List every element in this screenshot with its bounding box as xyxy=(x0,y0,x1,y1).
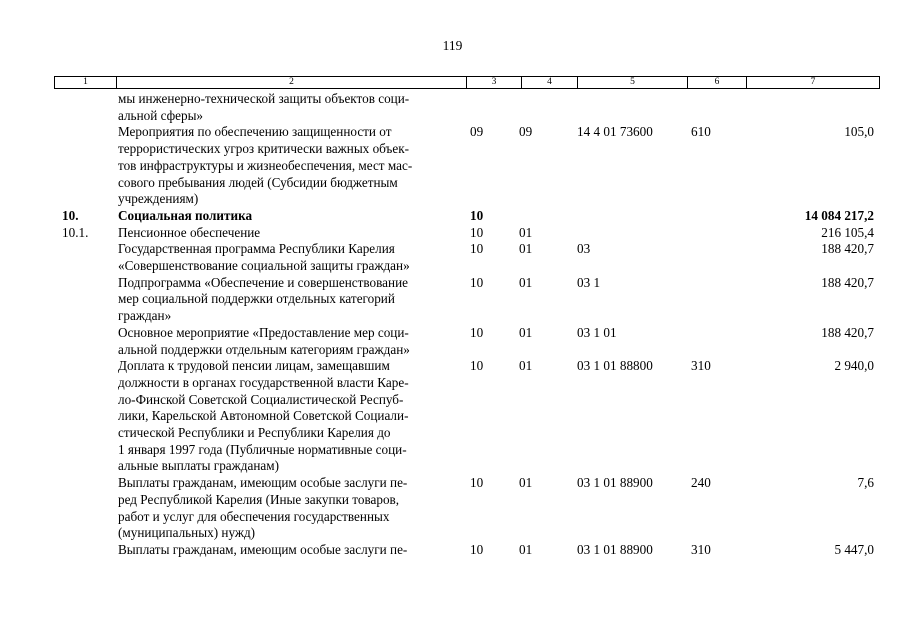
description-line: Основное мероприятие «Предоставление мер соци- xyxy=(118,324,409,340)
description-line: лики, Карельской Автономной Советской Социали- xyxy=(118,408,409,424)
target-article-code: 03 xyxy=(577,241,591,257)
description-line: Выплаты гражданам, имеющим особые заслуги пе- xyxy=(118,541,408,557)
description-line: Государственная программа Республики Карелия xyxy=(118,241,395,257)
description-line: ред Республикой Карелия (Иные закупки товаров, xyxy=(118,491,400,507)
expense-type-code: 310 xyxy=(691,358,711,374)
row-description xyxy=(118,241,462,274)
table-row xyxy=(54,225,880,242)
row-description xyxy=(118,475,462,542)
subsection-code: 09 xyxy=(519,124,533,140)
header-col-5: 5 xyxy=(577,77,687,88)
amount: 188 420,7 xyxy=(821,241,874,257)
description-line: альной сферы» xyxy=(118,107,204,123)
expense-type-code: 310 xyxy=(691,541,711,557)
row-description xyxy=(118,124,462,208)
subsection-code: 01 xyxy=(519,324,533,340)
subsection-code: 01 xyxy=(519,274,533,290)
row-description xyxy=(118,275,462,325)
header-col-1: 1 xyxy=(54,77,116,88)
expense-type-code: 240 xyxy=(691,475,711,491)
amount: 216 105,4 xyxy=(821,224,874,240)
header-col-6: 6 xyxy=(687,77,746,88)
header-col-7: 7 xyxy=(746,77,880,88)
description-line: альные выплаты гражданам) xyxy=(118,458,279,474)
target-article-code: 03 1 01 88900 xyxy=(577,541,653,557)
description-line: альной поддержки отдельным категориям граждан» xyxy=(118,341,410,357)
table-body xyxy=(54,91,880,559)
section-code: 10 xyxy=(470,274,484,290)
table-row xyxy=(54,358,880,475)
description-line: учреждениям) xyxy=(118,191,199,207)
description-line: Выплаты гражданам, имеющим особые заслуги пе- xyxy=(118,475,408,491)
section-code: 09 xyxy=(470,124,484,140)
subsection-code: 01 xyxy=(519,241,533,257)
table-row xyxy=(54,241,880,274)
row-description xyxy=(118,225,462,242)
header-col-4: 4 xyxy=(521,77,577,88)
description-line: 1 января 1997 года (Публичные нормативные соци- xyxy=(118,441,407,457)
target-article-code: 03 1 01 xyxy=(577,324,617,340)
row-description xyxy=(118,325,462,358)
section-code: 10 xyxy=(470,541,484,557)
row-number: 10.1. xyxy=(62,224,89,240)
description-line: Подпрограмма «Обеспечение и совершенствование xyxy=(118,274,409,290)
description-line: «Совершенствование социальной защиты граждан» xyxy=(118,258,410,274)
description-line: мы инженерно-технической защиты объектов соци- xyxy=(118,91,410,106)
table-row xyxy=(54,275,880,325)
row-number: 10. xyxy=(62,207,79,223)
amount: 105,0 xyxy=(844,124,874,140)
section-code: 10 xyxy=(470,241,484,257)
description-line: Пенсионное обеспечение xyxy=(118,224,261,240)
table-row xyxy=(54,124,880,208)
table-header xyxy=(54,76,880,89)
section-code: 10 xyxy=(470,324,484,340)
subsection-code: 01 xyxy=(519,224,533,240)
description-line: тов инфраструктуры и жизнеобеспечения, мест мас- xyxy=(118,157,413,173)
expense-type-code: 610 xyxy=(691,124,711,140)
description-line: работ и услуг для обеспечения государственных xyxy=(118,508,390,524)
description-line: Мероприятия по обеспечению защищенности от xyxy=(118,124,392,140)
amount: 188 420,7 xyxy=(821,324,874,340)
row-description xyxy=(118,208,462,225)
table-row xyxy=(54,325,880,358)
section-code: 10 xyxy=(470,207,484,223)
row-description xyxy=(118,358,462,475)
description-line: должности в органах государственной власти Каре- xyxy=(118,374,409,390)
description-line: сового пребывания людей (Субсидии бюджетным xyxy=(118,174,398,190)
subsection-code: 01 xyxy=(519,358,533,374)
target-article-code: 14 4 01 73600 xyxy=(577,124,653,140)
amount: 14 084 217,2 xyxy=(804,207,874,223)
section-code: 10 xyxy=(470,475,484,491)
table-row xyxy=(54,91,880,124)
amount: 2 940,0 xyxy=(834,358,874,374)
description-line: мер социальной поддержки отдельных категорий xyxy=(118,291,395,307)
header-col-2: 2 xyxy=(116,77,466,88)
row-description xyxy=(118,91,462,124)
description-line: Социальная политика xyxy=(118,207,253,223)
row-description xyxy=(118,542,462,559)
description-line: ло-Финской Советской Социалистической Респуб- xyxy=(118,391,404,407)
description-line: террористических угроз критически важных объек- xyxy=(118,141,410,157)
description-line: (муниципальных) нужд) xyxy=(118,525,256,541)
description-line: стической Республики и Республики Карелия до xyxy=(118,425,391,441)
section-code: 10 xyxy=(470,224,484,240)
subsection-code: 01 xyxy=(519,475,533,491)
description-line: граждан» xyxy=(118,308,172,324)
header-col-3: 3 xyxy=(466,77,521,88)
table-row xyxy=(54,208,880,225)
target-article-code: 03 1 01 88900 xyxy=(577,475,653,491)
page-number: 119 xyxy=(442,38,463,53)
target-article-code: 03 1 01 88800 xyxy=(577,358,653,374)
target-article-code: 03 1 xyxy=(577,274,601,290)
table-row xyxy=(54,542,880,559)
description-line: Доплата к трудовой пенсии лицам, замещавшим xyxy=(118,358,390,374)
table-row xyxy=(54,475,880,542)
amount: 7,6 xyxy=(857,475,874,491)
amount: 188 420,7 xyxy=(821,274,874,290)
amount: 5 447,0 xyxy=(834,541,874,557)
subsection-code: 01 xyxy=(519,541,533,557)
section-code: 10 xyxy=(470,358,484,374)
